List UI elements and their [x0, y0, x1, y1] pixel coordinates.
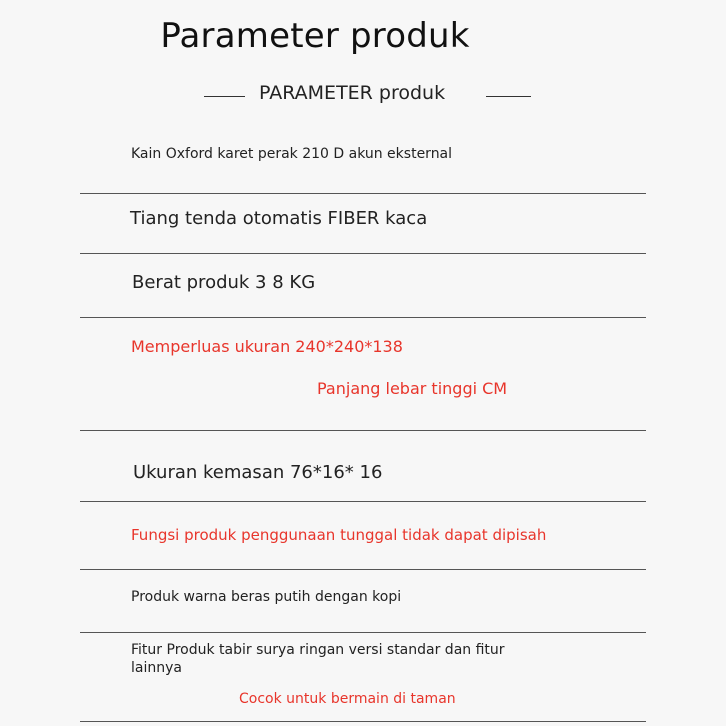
section-heading [204, 82, 531, 110]
param-material: Kain Oxford karet perak 210 D akun eksternal [131, 146, 453, 162]
param-usage-note: Cocok untuk bermain di taman [239, 691, 456, 707]
param-weight: Berat produk 3 8 KG [132, 272, 316, 293]
param-color: Produk warna beras putih dengan kopi [131, 589, 402, 605]
row-divider [80, 430, 646, 431]
param-pole: Tiang tenda otomatis FIBER kaca [130, 208, 428, 229]
param-features-line2: lainnya [131, 660, 182, 676]
param-package-size: Ukuran kemasan 76*16* 16 [133, 462, 383, 483]
row-divider [80, 721, 646, 722]
row-divider [80, 193, 646, 194]
param-features-line1: Fitur Produk tabir surya ringan versi standar dan fitur [131, 642, 505, 658]
heading-divider-left [204, 96, 245, 97]
param-expanded-size: Memperluas ukuran 240*240*138 [131, 337, 403, 356]
heading-divider-right [486, 96, 531, 97]
row-divider [80, 253, 646, 254]
row-divider [80, 317, 646, 318]
row-divider [80, 632, 646, 633]
row-divider [80, 501, 646, 502]
page-title: Parameter produk [160, 16, 470, 56]
param-size-note: Panjang lebar tinggi CM [317, 379, 508, 398]
param-function: Fungsi produk penggunaan tunggal tidak dapat dipisah [131, 526, 547, 544]
section-heading-text: PARAMETER produk [259, 82, 446, 104]
row-divider [80, 569, 646, 570]
